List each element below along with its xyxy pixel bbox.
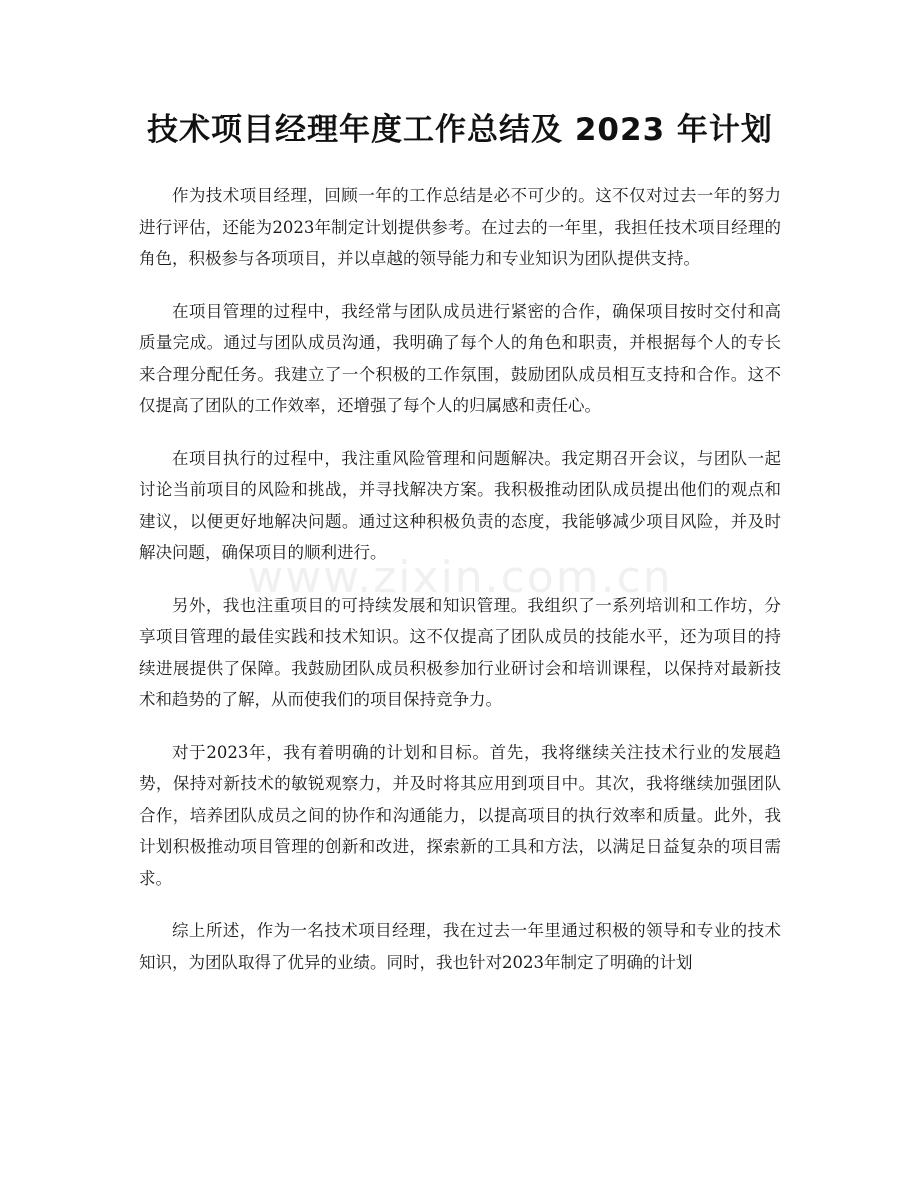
paragraph-3: 在项目执行的过程中，我注重风险管理和问题解决。我定期召开会议，与团队一起讨论当前项目的风险和挑战，并寻找解决方案。我积极推动团队成员提出他们的观点和建议，以便更好地解决问题。通过这种积极负责的态度，我能够减少项目风险，并及时解决问题，确保项目的顺利进行。 [139, 448, 781, 562]
paragraph-5: 对于2023年，我有着明确的计划和目标。首先，我将继续关注技术行业的发展趋势，保持对新技术的敏锐观察力，并及时将其应用到项目中。其次，我将继续加强团队合作，培养团队成员之间的协作和沟通能力，以提高项目的执行效率和质量。此外，我计划积极推动项目管理的创新和改进，探索新的工具和方法，以满足日益复杂的项目需求。 [139, 742, 781, 888]
document-title: 技术项目经理年度工作总结及 2023 年计划 [147, 112, 773, 148]
watermark: www.zixin.com.cn [247, 552, 673, 603]
paragraph-6: 综上所述，作为一名技术项目经理，我在过去一年里通过积极的领导和专业的技术知识，为团队取得了优异的业绩。同时，我也针对2023年制定了明确的计划 [139, 921, 781, 972]
document-body [139, 180, 781, 999]
paragraph-4: 另外，我也注重项目的可持续发展和知识管理。我组织了一系列培训和工作坊，分享项目管理的最佳实践和技术知识。这不仅提高了团队成员的技能水平，还为项目的持续进展提供了保障。我鼓励团队成员积极参加行业研讨会和培训课程，以保持对最新技术和趋势的了解，从而使我们的项目保持竞争力。 [139, 595, 781, 709]
paragraph-1: 作为技术项目经理，回顾一年的工作总结是必不可少的。这不仅对过去一年的努力进行评估，还能为2023年制定计划提供参考。在过去的一年里，我担任技术项目经理的角色，积极参与各项项目，并以卓越的领导能力和专业知识为团队提供支持。 [139, 186, 781, 268]
paragraph-2: 在项目管理的过程中，我经常与团队成员进行紧密的合作，确保项目按时交付和高质量完成。通过与团队成员沟通，我明确了每个人的角色和职责，并根据每个人的专长来合理分配任务。我建立了一个积极的工作氛围，鼓励团队成员相互支持和合作。这不仅提高了团队的工作效率，还增强了每个人的归属感和责任心。 [139, 301, 781, 415]
